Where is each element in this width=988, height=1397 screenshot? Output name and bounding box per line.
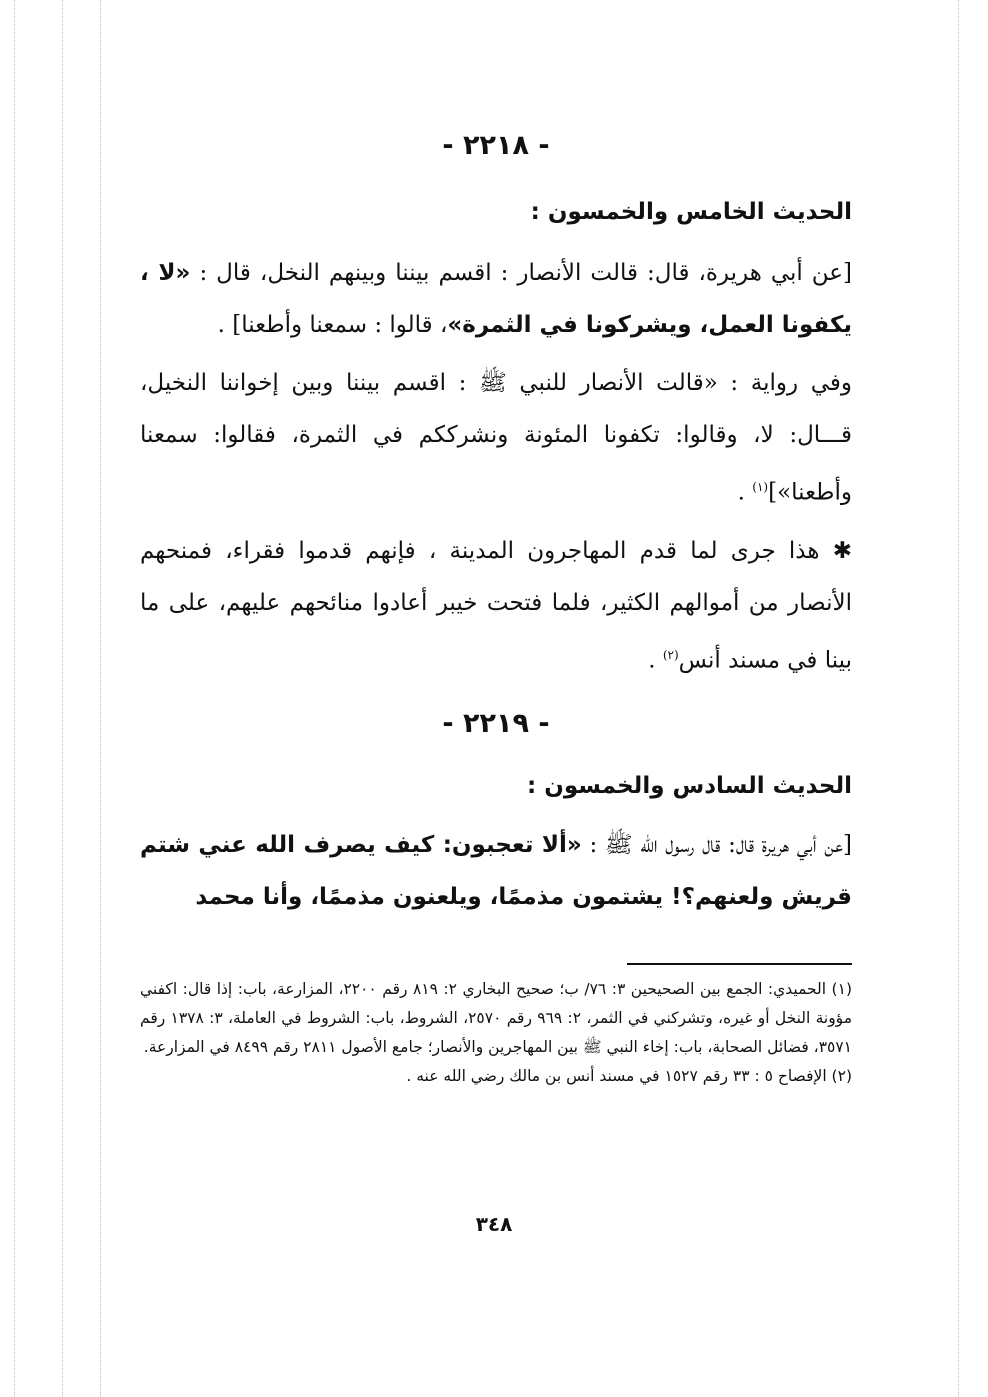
hadith-2218-commentary bbox=[140, 525, 852, 687]
hadith-2219-intro: [عن أبي هريرة قال: قال رسول الله ﷺ : bbox=[581, 832, 852, 859]
margin-guide-line bbox=[100, 0, 101, 1397]
hadith-2218-quote: «لا ، يكفونا العمل، ويشركونا في الثمرة» bbox=[140, 260, 852, 338]
hadith-title-56: الحديث السادس والخمسون : bbox=[527, 773, 852, 800]
hadith-2218-commentary-text: ✱ هذا جرى لما قدم المهاجرون المدينة ، فإنهم قدموا فقراء، فمنحهم الأنصار من أموالهم الكثير، فلما فتحت خيبر أعادوا منائحهم عليهم، على ما بينا في مسند أنس bbox=[140, 537, 852, 674]
hadith-2218-variant bbox=[140, 357, 852, 519]
hadith-2219-quote: «ألا تعجبون: كيف يصرف الله عني شتم قريش ولعنهم؟! يشتمون مذممًا، ويلعنون مذممًا، وأنا محمد bbox=[140, 832, 852, 911]
hadith-2218-text bbox=[140, 247, 852, 351]
hadith-title-55: الحديث الخامس والخمسون : bbox=[530, 199, 852, 225]
footnote-1: (١) الحميدي: الجمع بين الصحيحين ٣: ٧٦/ ب؛ صحيح البخاري ٢: ٨١٩ رقم ٢٢٠٠، المزارعة، باب: إذا قال: اكفني مؤونة النخل أو غيره، وتشركني في الثمر، ٢: ٩٦٩ رقم ٢٥٧٠، الشروط، باب: الشروط في العاملة، ٣: ١٣٧٨ رقم ٣٥٧١، فضائل الصحابة، باب: إخاء النبي ﷺ بين المهاجرين والأنصار؛ جامع الأصول ٢٨١١ رقم ٨٤٩٩ في المزارعة. bbox=[140, 980, 852, 1057]
document-page bbox=[140, 130, 852, 1091]
margin-guide-line bbox=[958, 0, 959, 1397]
margin-guide-line bbox=[62, 0, 63, 1397]
page-number: ٣٤٨ bbox=[475, 1212, 513, 1236]
hadith-2218-variant-end: . bbox=[737, 479, 753, 506]
hadith-number-2219: - ٢٢١٩ - bbox=[442, 708, 550, 740]
hadith-2218-ending: ، قالوا : سمعنا وأطعنا] . bbox=[217, 312, 448, 338]
hadith-2218-commentary-end: . bbox=[648, 647, 663, 674]
hadith-2219-text bbox=[140, 819, 852, 923]
hadith-2218-intro: [عن أبي هريرة، قال: قالت الأنصار : اقسم بيننا وبينهم النخل، قال : bbox=[199, 260, 853, 286]
footnote-ref-1[interactable]: (١) bbox=[752, 480, 769, 494]
hadith-number-2218: - ٢٢١٨ - bbox=[442, 130, 550, 161]
hadith-2218-variant-text: وفي رواية : «قالت الأنصار للنبي ﷺ : اقسم بيننا وبين إخواننا النخيل، قـــال: لا، وقالوا: تكفونا المئونة ونشرككم في الثمرة، فقالوا: سمعنا وأطعنا»] bbox=[140, 370, 852, 506]
footnote-ref-2[interactable]: (٢) bbox=[662, 647, 679, 662]
footnote-2: (٢) الإفصاح ٥ : ٣٣ رقم ١٥٢٧ في مسند أنس بن مالك رضي الله عنه . bbox=[406, 1067, 852, 1086]
margin-guide-line bbox=[14, 0, 15, 1397]
